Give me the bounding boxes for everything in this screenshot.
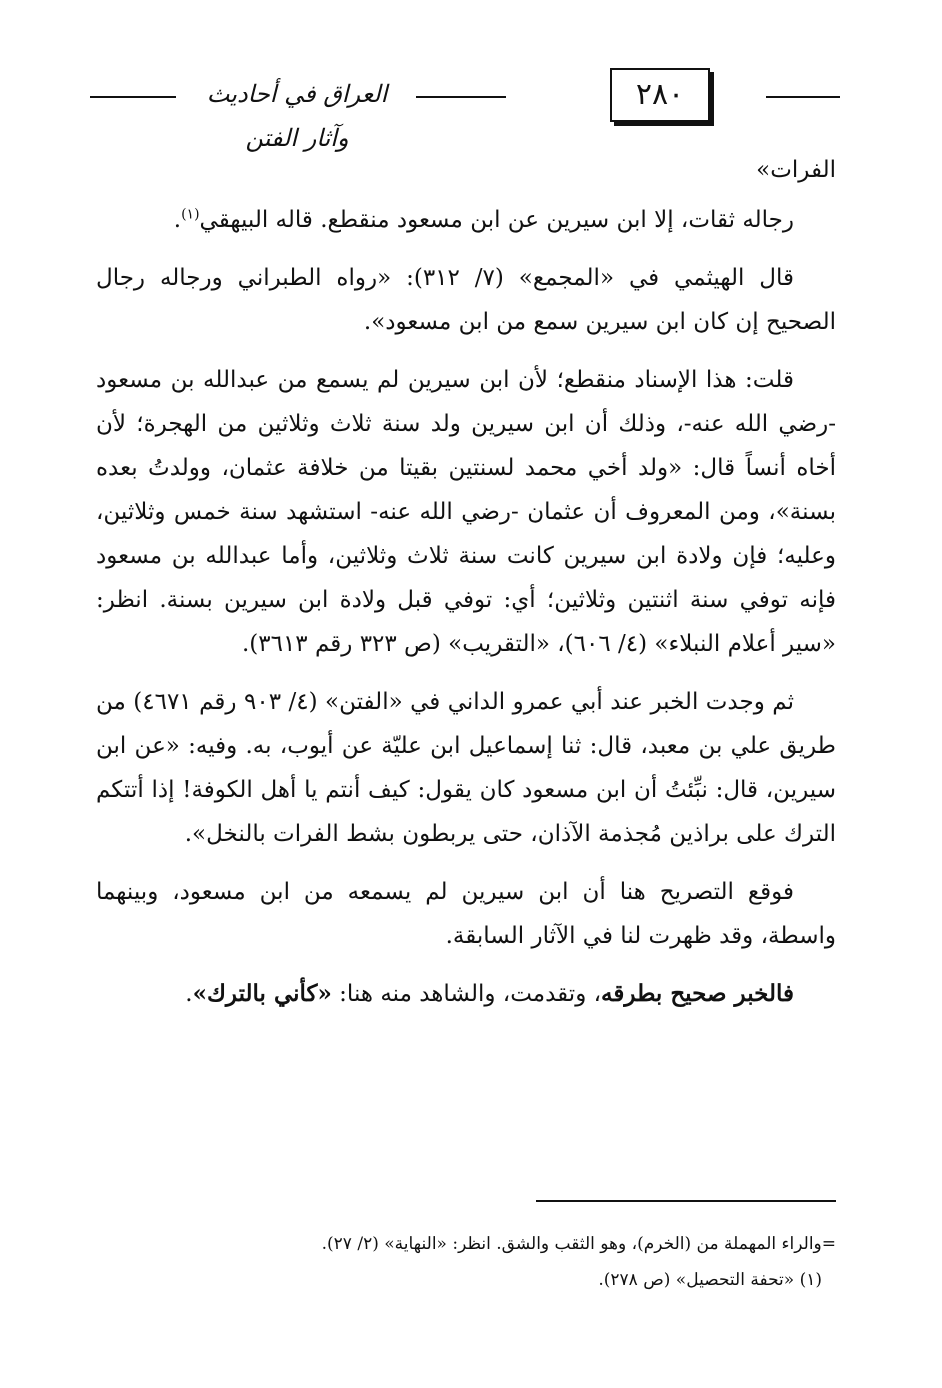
- conclusion-bold-verdict: فالخبر صحيح بطرقه: [601, 980, 794, 1007]
- footnote-ref: (١): [181, 206, 200, 223]
- paragraph-text: فوقع التصريح هنا أن ابن سيرين لم يسمعه من ابن مسعود، وبينهما واسطة، وقد ظهرت لنا في الآثار السابقة.: [96, 879, 836, 949]
- conclusion-bold-quote: «كأني بالترك»: [192, 980, 332, 1007]
- paragraph-text: رجاله ثقات، إلا ابن سيرين عن ابن مسعود منقطع. قاله البيهقي: [199, 207, 794, 233]
- paragraph-end: .: [173, 207, 182, 233]
- header-rule-right: [766, 96, 840, 98]
- paragraph-text: قلت: هذا الإسناد منقطع؛ لأن ابن سيرين لم يسمع من عبدالله بن مسعود -رضي الله عنه-، وذلك أن ابن سيرين ولد سنة ثلاث وثلاثين من الهجرة؛ لأن أخاه أنساً قال: «ولد أخي محمد لسنتين بقيتا من خلافة عثمان، وولدتُ بعده بسنة»، ومن المعروف أن عثمان -رضي الله عنه- استشهد سنة خمس وثلاثين، وعليه؛ فإن ولادة ابن سيرين كانت سنة ثلاث وثلاثين، وأما عبدالله بن مسعود فإنه توفي سنة اثنتين وثلاثين؛ أي: توفي قبل ولادة ابن سيرين بسنة. انظر: «سير أعلام النبلاء» (٤/ ٦٠٦)، «التقريب» (ص ٣٢٣ رقم ٣٦١٣).: [96, 367, 836, 657]
- paragraph-conclusion: [96, 972, 836, 1016]
- footnote-separator: [536, 1200, 836, 1202]
- page-header: [90, 60, 840, 152]
- paragraph-explicit: [96, 870, 836, 958]
- conclusion-text: ، وتقدمت، والشاهد منه هنا:: [331, 981, 602, 1007]
- continuation-text: الفرات»: [756, 157, 836, 183]
- paragraph-isnad: [96, 358, 836, 666]
- conclusion-end: .: [185, 981, 193, 1007]
- paragraph-text: قال الهيثمي في «المجمع» (٧/ ٣١٢): «رواه الطبراني ورجاله رجال الصحيح إن كان ابن سيرين سمع من ابن مسعود».: [96, 265, 836, 335]
- footnote-continuation: =والراء المهملة من (الخرم)، وهو الثقب والشق. انظر: «النهاية» (٢/ ٢٧).: [321, 1234, 836, 1254]
- header-rule-middle: [416, 96, 506, 98]
- page-number: ٢٨٠: [610, 68, 710, 122]
- footnote-1: (١) «تحفة التحصيل» (ص ٢٧٨).: [598, 1270, 822, 1290]
- paragraph-haythami: [96, 256, 836, 344]
- header-rule-left: [90, 96, 176, 98]
- paragraph-narrators: [96, 198, 836, 242]
- paragraph-continuation: [96, 148, 836, 192]
- footnotes: [96, 1226, 836, 1298]
- paragraph-text: ثم وجدت الخبر عند أبي عمرو الداني في «الفتن» (٤/ ٩٠٣ رقم ٤٦٧١) من طريق علي بن معبد، قال: ثنا إسماعيل ابن عليّة عن أيوب، به. وفيه: «عن ابن سيرين، قال: نبِّئتُ أن ابن مسعود كان يقول: كيف أنتم يا أهل الكوفة! إذا أتتكم الترك على براذين مُجذمة الآذان، حتى يربطون بشط الفرات بالنخل».: [96, 689, 836, 847]
- book-title: العراق في أحاديث وآثار الفتن: [206, 80, 388, 152]
- paragraph-dani: [96, 680, 836, 856]
- body-text: [96, 148, 836, 1030]
